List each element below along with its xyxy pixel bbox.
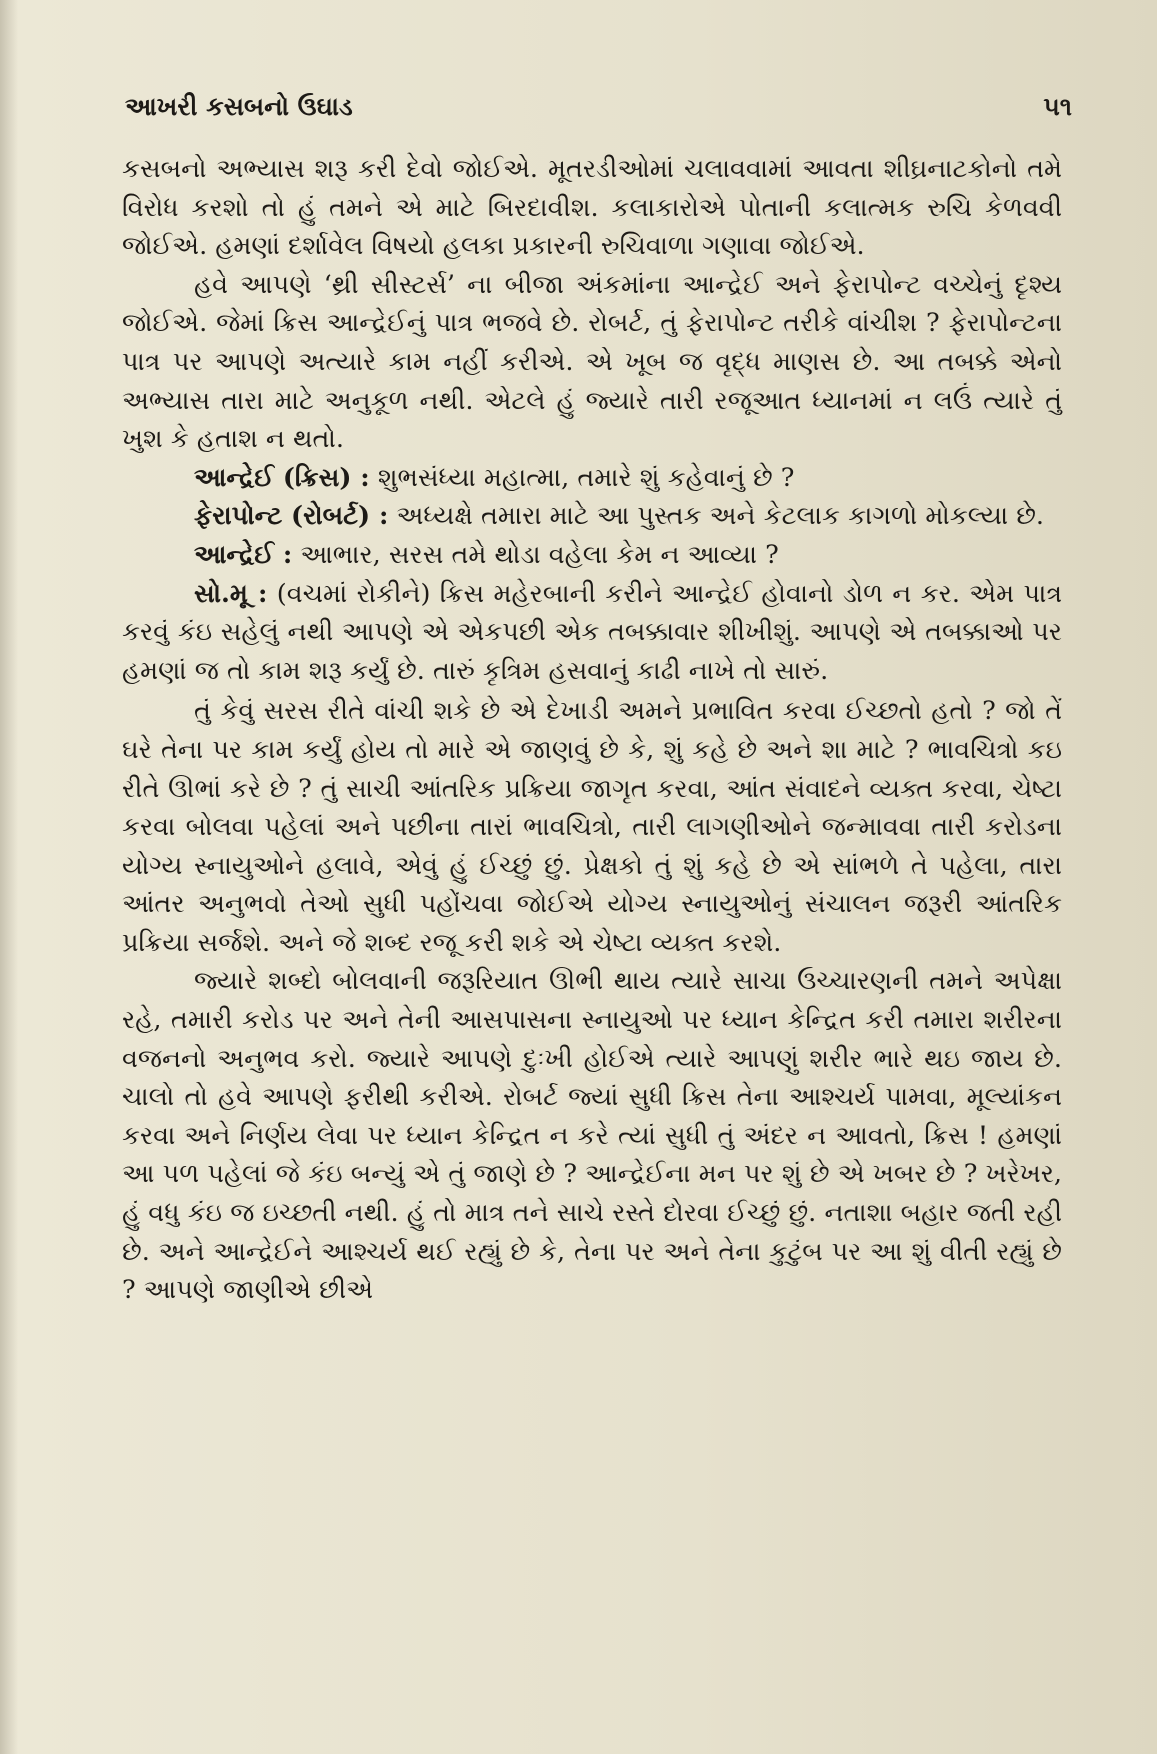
speaker-label: સો.મૂ : <box>194 578 268 609</box>
speaker-label: આન્દ્રેઈ (ક્રિસ) : <box>194 462 370 493</box>
dialogue-line <box>122 459 1062 498</box>
body-paragraph: હવે આપણે ‘થ્રી સીસ્ટર્સ’ ના બીજા અંકમાંના આન્દ્રેઈ અને ફેરાપોન્ટ વચ્ચેનું દૃશ્ય જોઈએ. જેમાં ક્રિસ આન્દ્રેઈનું પાત્ર ભજવે છે. રોબર્ટ, તું ફેરાપોન્ટ તરીકે વાંચીશ ? ફેરાપોન્ટના પાત્ર પર આપણે અત્યારે કામ નહીં કરીએ. એ ખૂબ જ વૃદ્ધ માણસ છે. આ તબક્કે એનો અભ્યાસ તારા માટે અનુકૂળ નથી. એટલે હું જ્યારે તારી રજૂઆત ધ્યાનમાં ન લઉં ત્યારે તું ખુશ કે હતાશ ન થતો. <box>122 269 1062 455</box>
speaker-label: ફેરાપોન્ટ (રોબર્ટ) : <box>194 501 389 532</box>
dialogue-text: શુભસંધ્યા મહાત્મા, તમારે શું કહેવાનું છે ? <box>377 462 795 493</box>
dialogue-text: અધ્યક્ષે તમારા માટે આ પુસ્તક અને કેટલાક કાગળો મોકલ્યા છે. <box>396 501 1045 532</box>
running-title: આખરી કસબનો ઉઘાડ <box>125 92 353 121</box>
dialogue-line <box>122 536 1062 575</box>
running-header <box>125 92 1072 122</box>
body-paragraph: કસબનો અભ્યાસ શરૂ કરી દેવો જોઈએ. મૂતરડીઓમાં ચલાવવામાં આવતા શીઘ્રનાટકોનો તમે વિરોધ કરશો તો હું તમને એ માટે બિરદાવીશ. કલાકારોએ પોતાની કલાત્મક રુચિ કેળવવી જોઈએ. હમણાં દર્શાવેલ વિષયો હલકા પ્રકારની રુચિવાળા ગણાવા જોઈએ. <box>122 154 1062 262</box>
body-paragraph: જ્યારે શબ્દો બોલવાની જરૂરિયાત ઊભી થાય ત્યારે સાચા ઉચ્ચારણની તમને અપેક્ષા રહે, તમારી કરોડ પર અને તેની આસપાસના સ્નાયુઓ પર ધ્યાન કેન્દ્રિત કરી તમારા શરીરના વજનનો અનુભવ કરો. જ્યારે આપણે દુઃખી હોઈએ ત્યારે આપણું શરીર ભારે થઇ જાય છે. ચાલો તો હવે આપણે ફરીથી કરીએ. રોબર્ટ જ્યાં સુધી ક્રિસ તેના આશ્ચર્ય પામવા, મૂલ્યાંકન કરવા અને નિર્ણય લેવા પર ધ્યાન કેન્દ્રિત ન કરે ત્યાં સુધી તું અંદર ન આવતો, ક્રિસ ! હમણાં આ પળ પહેલાં જે કંઇ બન્યું એ તું જાણે છે ? આન્દ્રેઈના મન પર શું છે એ ખબર છે ? ખરેખર, હું વધુ કંઇ જ ઇચ્છતી નથી. હું તો માત્ર તને સાચે રસ્તે દોરવા ઈચ્છું છું. નતાશા બહાર જતી રહી છે. અને આન્દ્રેઈને આશ્ચર્ય થઈ રહ્યું છે કે, તેના પર અને તેના કુટુંબ પર આ શું વીતી રહ્યું છે ? આપણે જાણીએ છીએ <box>122 966 1062 1306</box>
page-number: ૫૧ <box>1043 92 1072 121</box>
page-body <box>122 150 1062 1310</box>
body-paragraph: તું કેવું સરસ રીતે વાંચી શકે છે એ દેખાડી અમને પ્રભાવિત કરવા ઈચ્છતો હતો ? જો તેં ઘરે તેના પર કામ કર્યું હોય તો મારે એ જાણવું છે કે, શું કહે છે અને શા માટે ? ભાવચિત્રો કઇ રીતે ઊભાં કરે છે ? તું સાચી આંતરિક પ્રક્રિયા જાગૃત કરવા, આંત સંવાદને વ્યક્ત કરવા, ચેષ્ટા કરવા બોલવા પહેલાં અને પછીના તારાં ભાવચિત્રો, તારી લાગણીઓને જન્માવવા તારી કરોડના યોગ્ય સ્નાયુઓને હલાવે, એવું હું ઈચ્છું છું. પ્રેક્ષકો તું શું કહે છે એ સાંભળે તે પહેલા, તારા આંતર અનુભવો તેઓ સુધી પહોંચવા જોઈએ યોગ્ય સ્નાયુઓનું સંચાલન જરૂરી આંતરિક પ્રક્રિયા સર્જશે. અને જે શબ્દ રજૂ કરી શકે એ ચેષ્ટા વ્યક્ત કરશે. <box>122 696 1062 958</box>
dialogue-text: (વચમાં રોકીને) ક્રિસ મહેરબાની કરીને આન્દ્રેઈ હોવાનો ડોળ ન કર. એમ પાત્ર કરવું કંઇ સહેલું નથી આપણે એ એકપછી એક તબક્કાવાર શીખીશું. આપણે એ તબક્કાઓ પર હમણાં જ તો કામ શરૂ કર્યું છે. તારું કૃત્રિમ હસવાનું કાઢી નાખે તો સારું. <box>122 578 1063 686</box>
dialogue-text: આભાર, સરસ તમે થોડા વહેલા કેમ ન આવ્યા ? <box>300 539 779 570</box>
dialogue-line <box>122 497 1062 536</box>
speaker-label: આન્દ્રેઈ : <box>194 539 293 570</box>
dialogue-line <box>122 575 1062 691</box>
